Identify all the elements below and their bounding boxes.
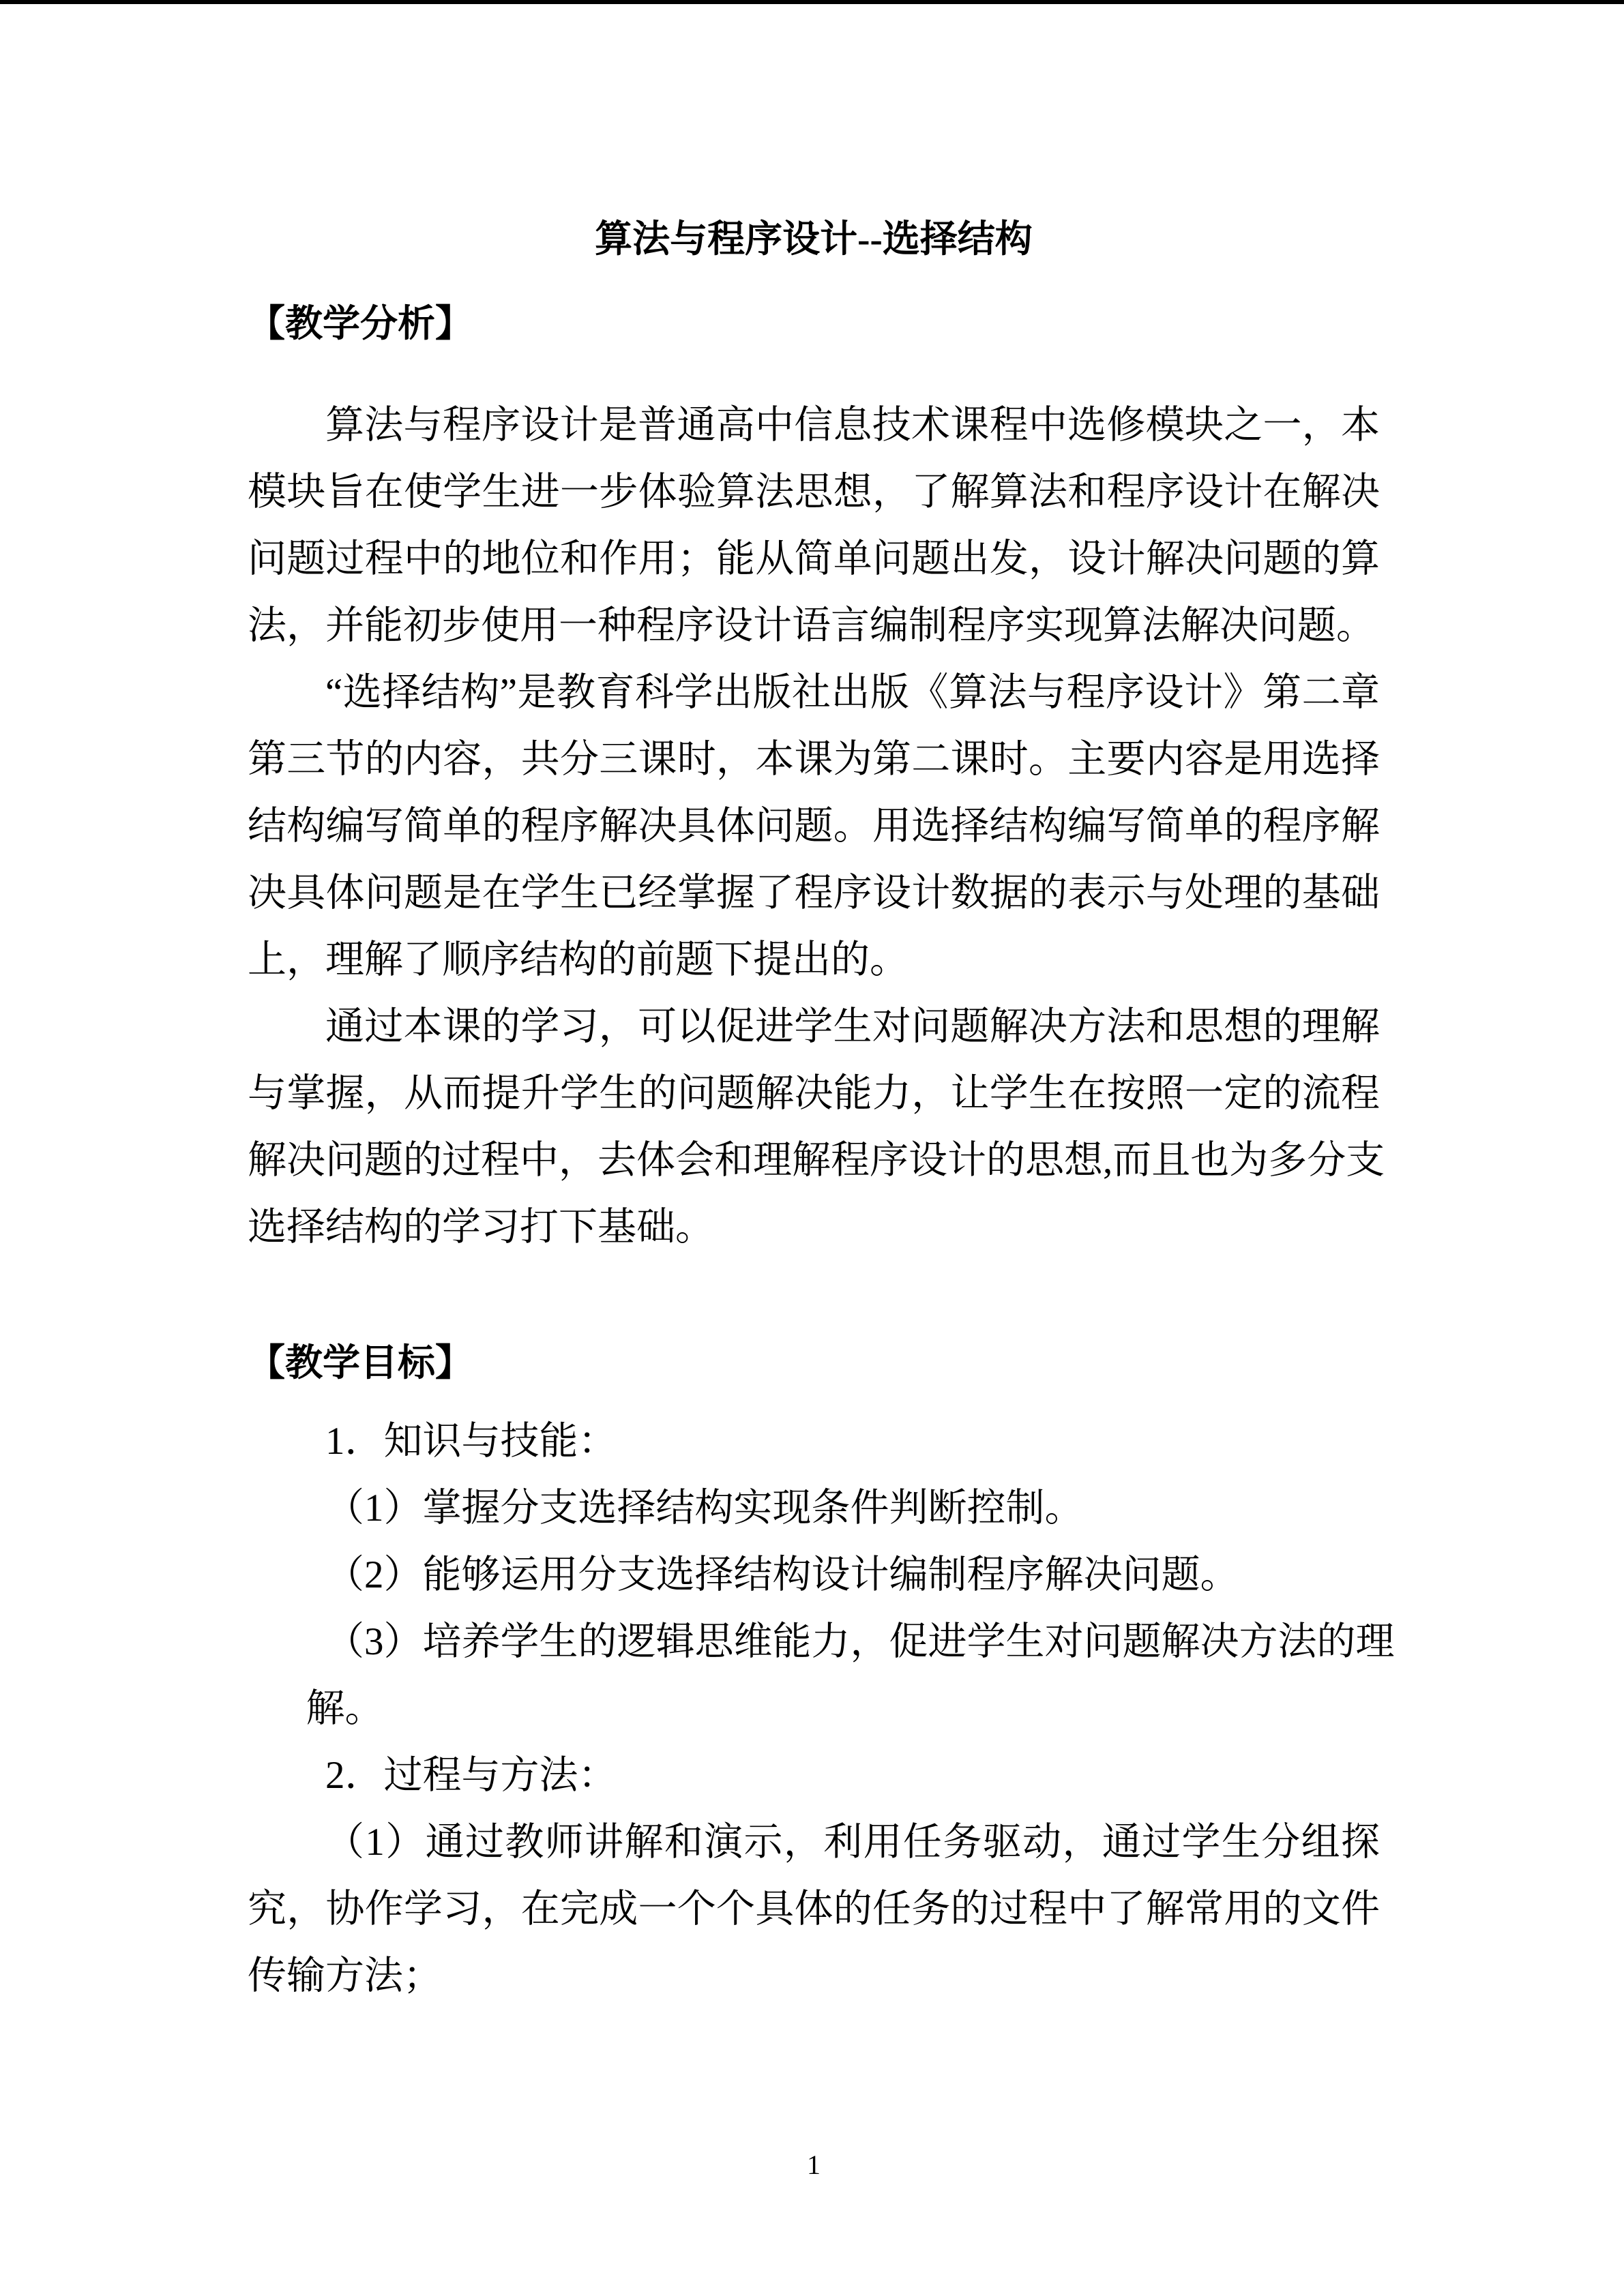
paragraph-line: 算法与程序设计是普通高中信息技术课程中选修模块之一，本	[325, 404, 1380, 447]
paragraph-line: 第三节的内容，共分三课时，本课为第二课时。主要内容是用选择	[248, 738, 1380, 781]
list-item: 究，协作学习，在完成一个个具体的任务的过程中了解常用的文件	[248, 1888, 1380, 1930]
list-item: （1）通过教师讲解和演示，利用任务驱动，通过学生分组探	[325, 1821, 1380, 1864]
paragraph-line: 通过本课的学习，可以促进学生对问题解决方法和思想的理解	[325, 1005, 1380, 1048]
paragraph-line: 模块旨在使学生进一步体验算法思想，了解算法和程序设计在解决	[248, 471, 1380, 513]
list-item: （2）能够运用分支选择结构设计编制程序解决问题。	[325, 1553, 1239, 1596]
paragraph-line: 解决问题的过程中，去体会和理解程序设计的思想,而且也为多分支	[248, 1139, 1385, 1182]
section-heading-analysis: 【教学分析】	[248, 303, 473, 344]
list-item: （3）培养学生的逻辑思维能力，促进学生对问题解决方法的理	[325, 1620, 1395, 1663]
paragraph-line: “选择结构”是教育科学出版社出版《算法与程序设计》第二章	[325, 671, 1380, 714]
top-border	[0, 0, 1624, 4]
list-item: 1．知识与技能：	[325, 1420, 617, 1463]
page-number: 1	[807, 2149, 821, 2180]
list-item: 解。	[306, 1687, 384, 1730]
text-column	[0, 217, 1624, 2182]
section-analysis-body	[248, 392, 1385, 1261]
doc-title: 算法与程序设计--选择结构	[595, 218, 1033, 260]
list-item: 传输方法；	[248, 1954, 442, 1997]
list-item: （1）掌握分支选择结构实现条件判断控制。	[325, 1487, 1084, 1530]
paragraph-line: 问题过程中的地位和作用；能从简单问题出发，设计解决问题的算	[248, 537, 1380, 580]
paragraph-line: 法，并能初步使用一种程序设计语言编制程序实现算法解决问题。	[248, 604, 1375, 647]
list-item: 2．过程与方法：	[325, 1754, 617, 1797]
paragraph-line: 决具体问题是在学生已经掌握了程序设计数据的表示与处理的基础	[248, 871, 1380, 914]
paragraph-line: 上，理解了顺序结构的前题下提出的。	[248, 938, 909, 981]
section-heading-objectives: 【教学目标】	[248, 1342, 473, 1384]
paragraph-line: 选择结构的学习打下基础。	[248, 1206, 714, 1249]
section-objectives-body	[248, 1408, 1395, 2010]
paragraph-line: 与掌握，从而提升学生的问题解决能力，让学生在按照一定的流程	[248, 1072, 1380, 1115]
paragraph-line: 结构编写简单的程序解决具体问题。用选择结构编写简单的程序解	[248, 805, 1380, 848]
